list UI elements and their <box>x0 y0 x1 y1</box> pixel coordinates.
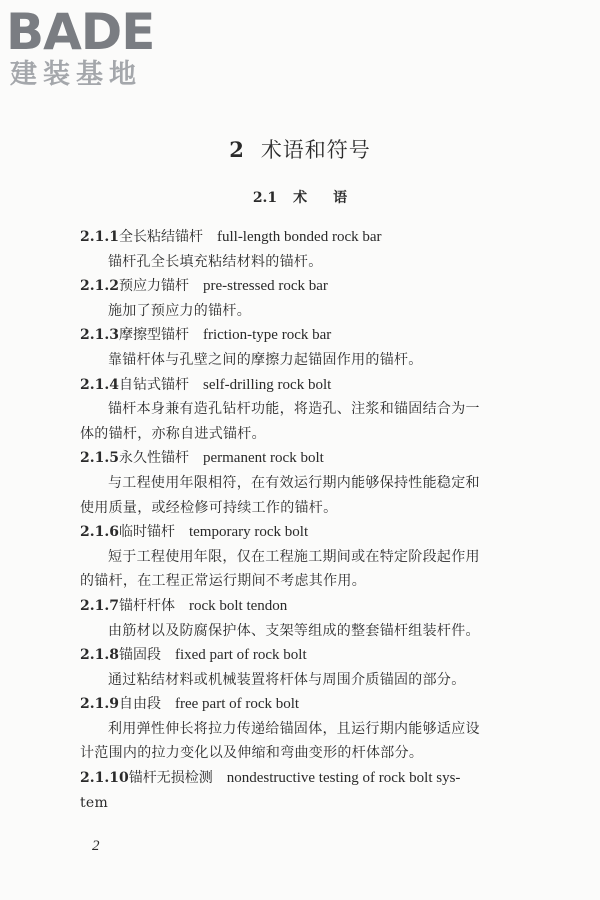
term-english: free part of rock bolt <box>174 696 300 713</box>
section-heading-part-a: 术 <box>293 190 308 206</box>
term-definition: 施加了预应力的锚杆。 <box>108 302 251 319</box>
term-definition: 计范围内的拉力变化以及伸缩和弯曲变形的杆体部分。 <box>80 745 424 762</box>
term-chinese: 预应力锚杆 <box>118 278 189 295</box>
term-definition: 锚杆本身兼有造孔钻杆功能，将造孔、注浆和锚固结合为一 <box>108 401 480 418</box>
term-chinese: 临时锚杆 <box>118 524 175 541</box>
chapter-title <box>0 134 600 164</box>
section-heading-part-b: 语 <box>333 190 348 206</box>
term-english: rock bolt tendon <box>188 597 288 614</box>
term-entry <box>80 446 526 471</box>
term-chinese: 锚杆杆体 <box>118 597 175 614</box>
term-chinese: 锚固段 <box>118 647 161 664</box>
term-chinese: 全长粘结锚杆 <box>118 229 203 245</box>
term-english: permanent rock bolt <box>202 450 324 467</box>
term-number: 2.1.6 <box>80 524 119 541</box>
logo <box>6 4 186 90</box>
term-number: 2.1.10 <box>80 770 129 787</box>
logo-wordmark: BADE <box>6 3 155 61</box>
section-number: 2.1 <box>252 190 278 206</box>
term-entry <box>80 225 526 250</box>
term-english: friction-type rock bar <box>202 327 332 344</box>
term-english: full-length bonded rock bar <box>216 229 382 245</box>
term-number: 2.1.1 <box>80 229 119 245</box>
term-definition: 锚杆孔全长填充粘结材料的锚杆。 <box>108 253 323 270</box>
term-chinese: 永久性锚杆 <box>118 450 189 467</box>
term-definition: 体的锚杆，亦称自进式锚杆。 <box>80 425 266 442</box>
term-definition: 的锚杆，在工程正常运行期间不考虑其作用。 <box>80 573 366 590</box>
term-entry <box>80 373 526 398</box>
term-entry <box>80 692 526 717</box>
term-entry <box>80 274 526 299</box>
term-definition: 通过粘结材料或机械装置将杆体与周围介质锚固的部分。 <box>108 671 466 688</box>
term-definition: 短于工程使用年限，仅在工程施工期间或在特定阶段起作用 <box>108 548 480 565</box>
term-number: 2.1.7 <box>80 597 119 614</box>
term-entry <box>80 766 526 791</box>
logo-subtitle: 建装基地 <box>10 59 142 90</box>
term-number: 2.1.9 <box>80 696 119 713</box>
section-title <box>0 187 600 207</box>
term-number: 2.1.8 <box>80 647 119 664</box>
term-definition: 靠锚杆体与孔壁之间的摩擦力起锚固作用的锚杆。 <box>108 351 423 368</box>
term-number: 2.1.3 <box>80 327 119 344</box>
term-number: 2.1.2 <box>80 278 119 295</box>
term-english: temporary rock bolt <box>188 524 309 541</box>
term-entry <box>80 520 526 545</box>
term-number: 2.1.5 <box>80 450 119 467</box>
terms-list <box>80 225 526 815</box>
term-chinese: 自由段 <box>118 696 161 713</box>
term-english: pre-stressed rock bar <box>202 278 328 295</box>
term-chinese: 自钻式锚杆 <box>118 376 189 393</box>
page-number: 2 <box>92 838 100 854</box>
term-english: fixed part of rock bolt <box>174 647 307 664</box>
term-english: nondestructive testing of rock bolt sys- <box>226 770 461 787</box>
term-number: 2.1.4 <box>80 376 119 393</box>
term-definition: 与工程使用年限相符，在有效运行期内能够保持性能稳定和 <box>108 474 480 491</box>
term-english: self-drilling rock bolt <box>202 376 332 393</box>
term-chinese: 锚杆无损检测 <box>128 770 213 787</box>
chapter-heading: 术语和符号 <box>260 138 371 162</box>
term-definition: 由筋材以及防腐保护体、支架等组成的整套锚杆组装杆件。 <box>108 622 480 639</box>
term-definition: 利用弹性伸长将拉力传递给锚固体，且运行期内能够适应设 <box>108 720 480 737</box>
term-entry <box>80 643 526 668</box>
term-chinese: 摩擦型锚杆 <box>118 327 189 344</box>
term-definition: tem <box>80 794 109 811</box>
term-entry <box>80 594 526 619</box>
term-entry <box>80 323 526 348</box>
term-definition: 使用质量，或经检修可持续工作的锚杆。 <box>80 499 338 516</box>
chapter-number: 2 <box>229 137 245 162</box>
